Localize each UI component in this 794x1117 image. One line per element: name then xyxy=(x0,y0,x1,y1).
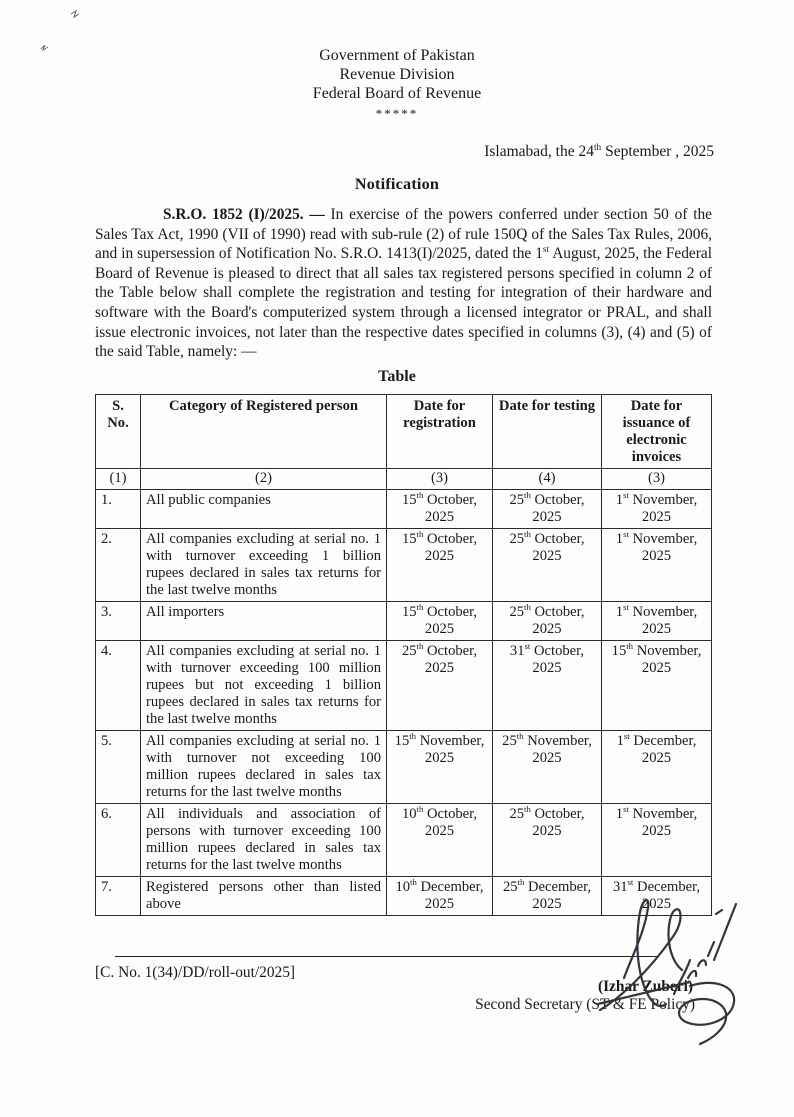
doc-title: Notification xyxy=(354,175,440,193)
header-registration: Date for registration xyxy=(387,394,493,468)
table-caption: Table xyxy=(378,367,416,385)
cell-sno: 2. xyxy=(96,528,141,601)
org-line-board: Federal Board of Revenue xyxy=(312,85,482,102)
cell-sno: 6. xyxy=(96,803,141,876)
org-line-division: Revenue Division xyxy=(339,66,455,83)
cell-sno: 7. xyxy=(96,876,141,915)
cell-invoices: 1st December, 2025 xyxy=(602,730,712,803)
cell-testing: 25th October, 2025 xyxy=(493,489,602,528)
cell-invoices: 1st November, 2025 xyxy=(602,601,712,640)
table-row xyxy=(96,601,712,640)
cell-sno: 5. xyxy=(96,730,141,803)
cell-sno: 1. xyxy=(96,489,141,528)
header-testing: Date for testing xyxy=(493,394,602,468)
footer-rule xyxy=(115,956,657,957)
cell-category: All importers xyxy=(141,601,387,640)
intro-paragraph xyxy=(95,205,712,362)
cell-category: All companies excluding at serial no. 1 with turnover exceeding 100 million rupees but not exceeding 1 billion rupees declared in sales tax returns for the last twelve months xyxy=(141,640,387,730)
cell-invoices: 31st December, 2025 xyxy=(602,876,712,915)
table-row xyxy=(96,489,712,528)
colnum-5: (3) xyxy=(602,468,712,489)
cell-sno: 4. xyxy=(96,640,141,730)
pen-mark-icon xyxy=(40,43,50,52)
cell-category: All public companies xyxy=(141,489,387,528)
star-separator: ***** xyxy=(375,106,419,121)
cell-registration: 15th October, 2025 xyxy=(387,489,493,528)
cell-invoices: 1st November, 2025 xyxy=(602,528,712,601)
cell-registration: 10th October, 2025 xyxy=(387,803,493,876)
cell-category: All companies excluding at serial no. 1 with turnover not exceeding 100 million rupees declared in sales tax returns for the last twelve months xyxy=(141,730,387,803)
signature-scribble xyxy=(586,886,746,1056)
cell-registration: 15th October, 2025 xyxy=(387,528,493,601)
cell-sno: 3. xyxy=(96,601,141,640)
cell-category: All individuals and association of persons with turnover exceeding 100 million rupees declared in sales tax returns for the last twelve months xyxy=(141,803,387,876)
sro-number: S.R.O. 1852 (I)/2025. — xyxy=(163,206,325,223)
column-number-row xyxy=(96,468,712,489)
cell-registration: 10th December, 2025 xyxy=(387,876,493,915)
header-category: Category of Registered person xyxy=(141,394,387,468)
colnum-4: (4) xyxy=(493,468,602,489)
cell-category: Registered persons other than listed above xyxy=(141,876,387,915)
cell-registration: 15th November, 2025 xyxy=(387,730,493,803)
intro-text: In exercise of the powers conferred under section 50 of the Sales Tax Act, 1990 (VII of 1990) read with sub-rule (2) of rule 150Q of the Sales Tax Rules, 2006, and in supersession of Notification No. S.R.O. 1413(I)/2025, dated the 1st August, 2025, the Federal Board of Revenue is pleased to direct that all sales tax registered persons specified in column 2 of the Table below shall complete the registration and testing for integration of their hardware and software with the Board's computerized system through a licensed integrator or PRAL, and shall issue electronic invoices, not later than the respective dates specified in columns (3), (4) and (5) of the said Table, namely: — xyxy=(95,206,712,361)
cell-testing: 25th October, 2025 xyxy=(493,601,602,640)
table-header-row xyxy=(96,394,712,468)
letterhead xyxy=(0,0,794,123)
signatory-name: (Izhar Zuberi) xyxy=(597,977,693,995)
table-row xyxy=(96,528,712,601)
cell-invoices: 15th November, 2025 xyxy=(602,640,712,730)
org-line-government: Government of Pakistan xyxy=(319,47,475,64)
colnum-1: (1) xyxy=(96,468,141,489)
footer xyxy=(95,956,712,1014)
table-row xyxy=(96,640,712,730)
schedule-table xyxy=(95,394,712,916)
colnum-3: (3) xyxy=(387,468,493,489)
colnum-2: (2) xyxy=(141,468,387,489)
pen-mark-icon xyxy=(70,10,82,20)
cell-category: All companies excluding at serial no. 1 with turnover exceeding 1 billion rupees declared in sales tax returns for the last twelve months xyxy=(141,528,387,601)
cell-testing: 25th October, 2025 xyxy=(493,528,602,601)
cell-testing: 25th November, 2025 xyxy=(493,730,602,803)
cell-registration: 25th October, 2025 xyxy=(387,640,493,730)
table-row xyxy=(96,730,712,803)
cell-invoices: 1st November, 2025 xyxy=(602,803,712,876)
header-invoices: Date for issuance of electronic invoices xyxy=(602,394,712,468)
cell-testing: 25th October, 2025 xyxy=(493,803,602,876)
file-number: [C. No. 1(34)/DD/roll-out/2025] xyxy=(95,963,296,981)
header-sno: S. No. xyxy=(96,394,141,468)
cell-registration: 15th October, 2025 xyxy=(387,601,493,640)
cell-invoices: 1st November, 2025 xyxy=(602,489,712,528)
signatory-title: Second Secretary (ST & FE Policy) xyxy=(475,995,695,1013)
dateline: Islamabad, the 24th September , 2025 xyxy=(484,142,714,160)
table-row xyxy=(96,803,712,876)
cell-testing: 25th December, 2025 xyxy=(493,876,602,915)
cell-testing: 31st October, 2025 xyxy=(493,640,602,730)
